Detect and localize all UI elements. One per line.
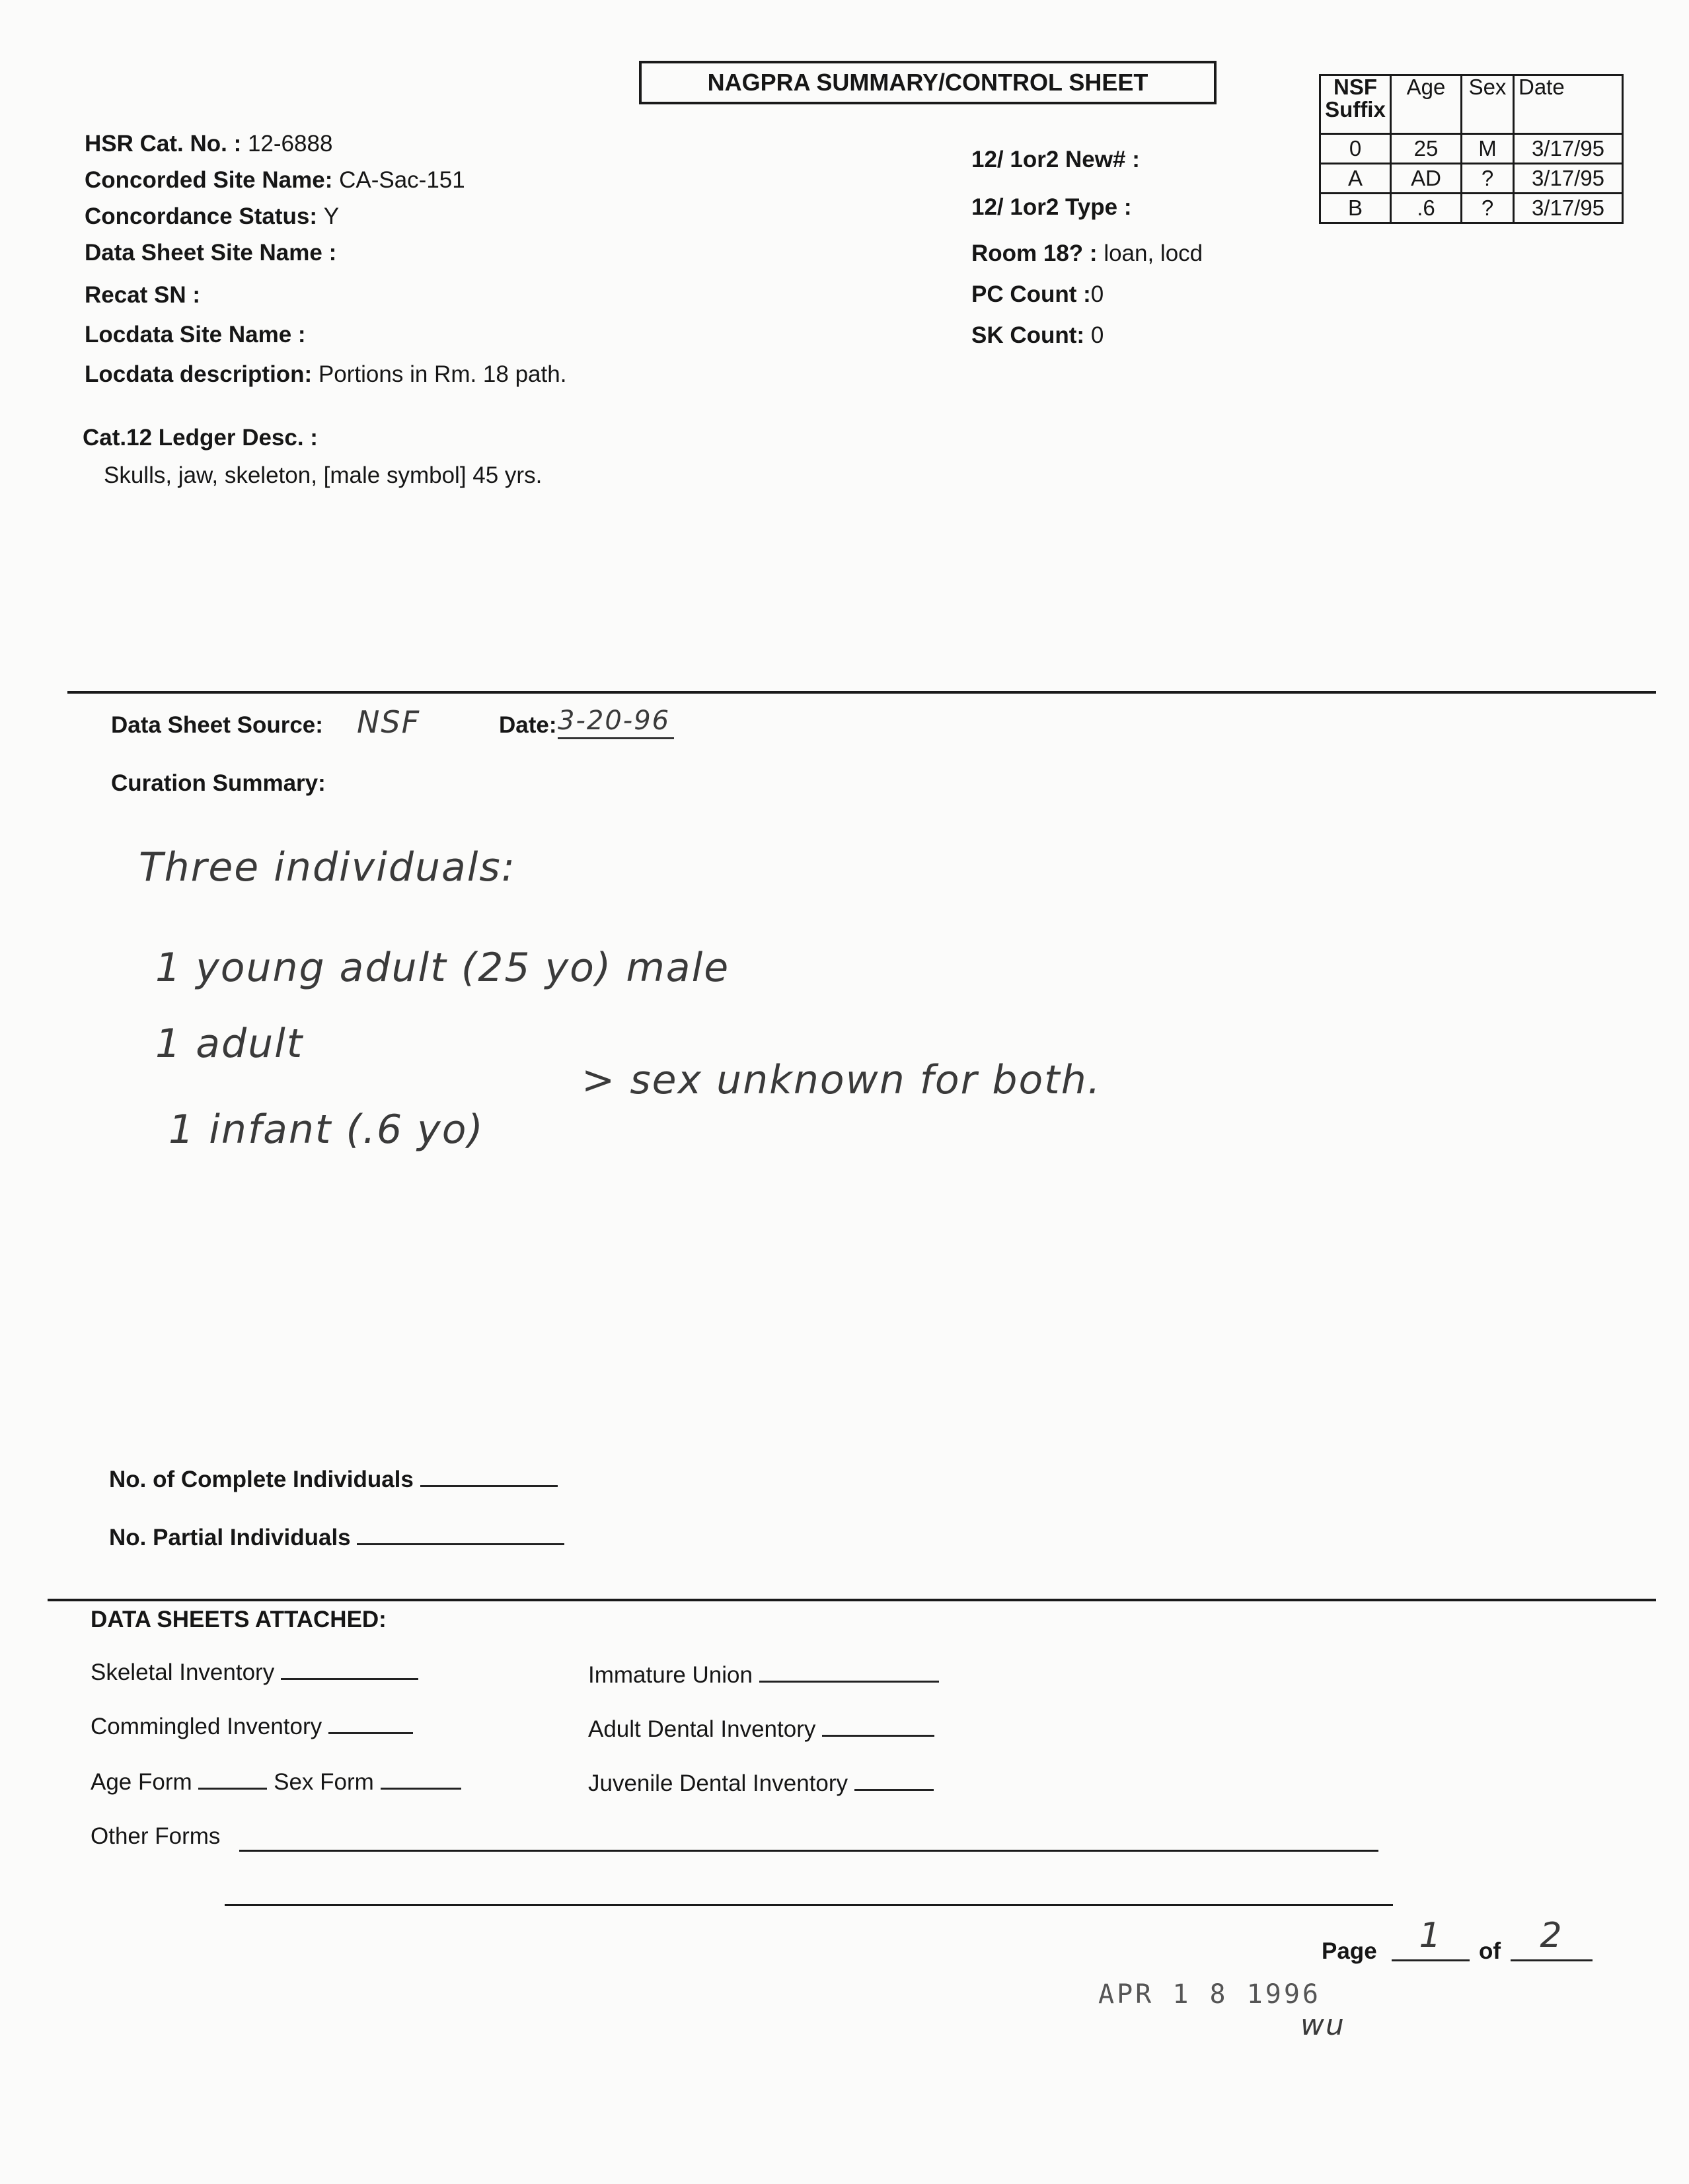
juvenile-dental-inventory-blank[interactable] xyxy=(854,1782,934,1791)
date-value: 3-20-96 xyxy=(558,706,674,739)
data-sheet-source-value: NSF xyxy=(357,704,421,740)
field-room-18: Room 18? : loan, locd xyxy=(971,240,1203,266)
field-locdata-description: Locdata description: Portions in Rm. 18 path. xyxy=(85,361,567,387)
table-cell: .6 xyxy=(1391,194,1462,223)
field-sk-count: SK Count: 0 xyxy=(971,322,1104,348)
curation-note: 1 infant (.6 yo) xyxy=(169,1107,484,1153)
nsf-suffix-table xyxy=(1319,74,1624,224)
page-label: Page xyxy=(1322,1938,1377,1964)
table-cell: 3/17/95 xyxy=(1514,164,1623,194)
date-label: Date: xyxy=(499,712,557,738)
age-form-blank[interactable] xyxy=(198,1781,267,1790)
immature-union-field: Immature Union xyxy=(588,1662,939,1689)
table-row xyxy=(1320,134,1623,164)
column-header: Date xyxy=(1514,75,1623,134)
table-cell: 3/17/95 xyxy=(1514,134,1623,164)
initials: wu xyxy=(1300,2008,1345,2042)
table-cell: A xyxy=(1320,164,1391,194)
data-sheets-attached-heading: DATA SHEETS ATTACHED: xyxy=(91,1607,387,1632)
table-cell: M xyxy=(1462,134,1514,164)
curation-summary-label: Curation Summary: xyxy=(111,770,326,796)
skeletal-inventory-blank[interactable] xyxy=(281,1671,418,1680)
table-cell: ? xyxy=(1462,164,1514,194)
complete-individuals-field: No. of Complete Individuals xyxy=(109,1467,558,1493)
curation-note: Three individuals: xyxy=(139,844,516,891)
received-date-stamp: APR 1 8 1996 xyxy=(1098,1979,1321,2010)
juvenile-dental-inventory-field: Juvenile Dental Inventory xyxy=(588,1770,934,1797)
table-cell: 25 xyxy=(1391,134,1462,164)
curation-note: > sex unknown for both. xyxy=(582,1057,1102,1103)
curation-note: 1 young adult (25 yo) male xyxy=(155,945,730,991)
age-form-field: Age Form Sex Form xyxy=(91,1769,461,1796)
page-total: 2 xyxy=(1511,1916,1593,1961)
curation-note: 1 adult xyxy=(155,1021,304,1067)
table-header-row xyxy=(1320,75,1623,134)
page-of-label: of xyxy=(1479,1938,1501,1964)
page-current: 1 xyxy=(1392,1916,1470,1961)
field-type: 12/ 1or2 Type : xyxy=(971,194,1132,220)
ledger-desc-label: Cat.12 Ledger Desc. : xyxy=(83,425,318,451)
adult-dental-inventory-blank[interactable] xyxy=(822,1728,934,1737)
skeletal-inventory-field: Skeletal Inventory xyxy=(91,1659,418,1686)
field-recat-sn: Recat SN : xyxy=(85,282,201,308)
other-forms-line[interactable] xyxy=(239,1850,1378,1852)
partial-individuals-field: No. Partial Individuals xyxy=(109,1525,564,1551)
form-title: NAGPRA SUMMARY/CONTROL SHEET xyxy=(639,61,1217,104)
column-header: NSF Suffix xyxy=(1320,75,1391,134)
complete-individuals-blank[interactable] xyxy=(420,1478,558,1487)
sex-form-label: Sex Form xyxy=(274,1769,374,1795)
table-cell: B xyxy=(1320,194,1391,223)
field-pc-count: PC Count :0 xyxy=(971,281,1104,307)
adult-dental-inventory-field: Adult Dental Inventory xyxy=(588,1716,934,1743)
field-concordance-status: Concordance Status: Y xyxy=(85,203,340,229)
column-header: Age xyxy=(1391,75,1462,134)
table-cell: AD xyxy=(1391,164,1462,194)
field-new-number: 12/ 1or2 New# : xyxy=(971,147,1140,172)
field-concorded-site-name: Concorded Site Name: CA-Sac-151 xyxy=(85,167,465,193)
data-sheet-source-label: Data Sheet Source: xyxy=(111,712,323,738)
table-cell: ? xyxy=(1462,194,1514,223)
section-divider xyxy=(48,1599,1656,1601)
other-forms-line[interactable] xyxy=(225,1904,1393,1906)
ledger-desc-value: Skulls, jaw, skeleton, [male symbol] 45 yrs. xyxy=(104,462,543,488)
sex-form-blank[interactable] xyxy=(381,1781,461,1790)
section-divider xyxy=(67,691,1656,694)
table-cell: 0 xyxy=(1320,134,1391,164)
table-cell: 3/17/95 xyxy=(1514,194,1623,223)
field-hsr-cat-no: HSR Cat. No. : 12-6888 xyxy=(85,131,333,157)
partial-individuals-blank[interactable] xyxy=(357,1537,564,1545)
commingled-inventory-field: Commingled Inventory xyxy=(91,1714,413,1740)
field-data-sheet-site-name: Data Sheet Site Name : xyxy=(85,240,337,266)
immature-union-blank[interactable] xyxy=(759,1674,939,1683)
column-header: Sex xyxy=(1462,75,1514,134)
other-forms-label: Other Forms xyxy=(91,1823,221,1849)
table-row xyxy=(1320,194,1623,223)
field-locdata-site-name: Locdata Site Name : xyxy=(85,322,306,347)
table-row xyxy=(1320,164,1623,194)
commingled-inventory-blank[interactable] xyxy=(328,1726,413,1734)
